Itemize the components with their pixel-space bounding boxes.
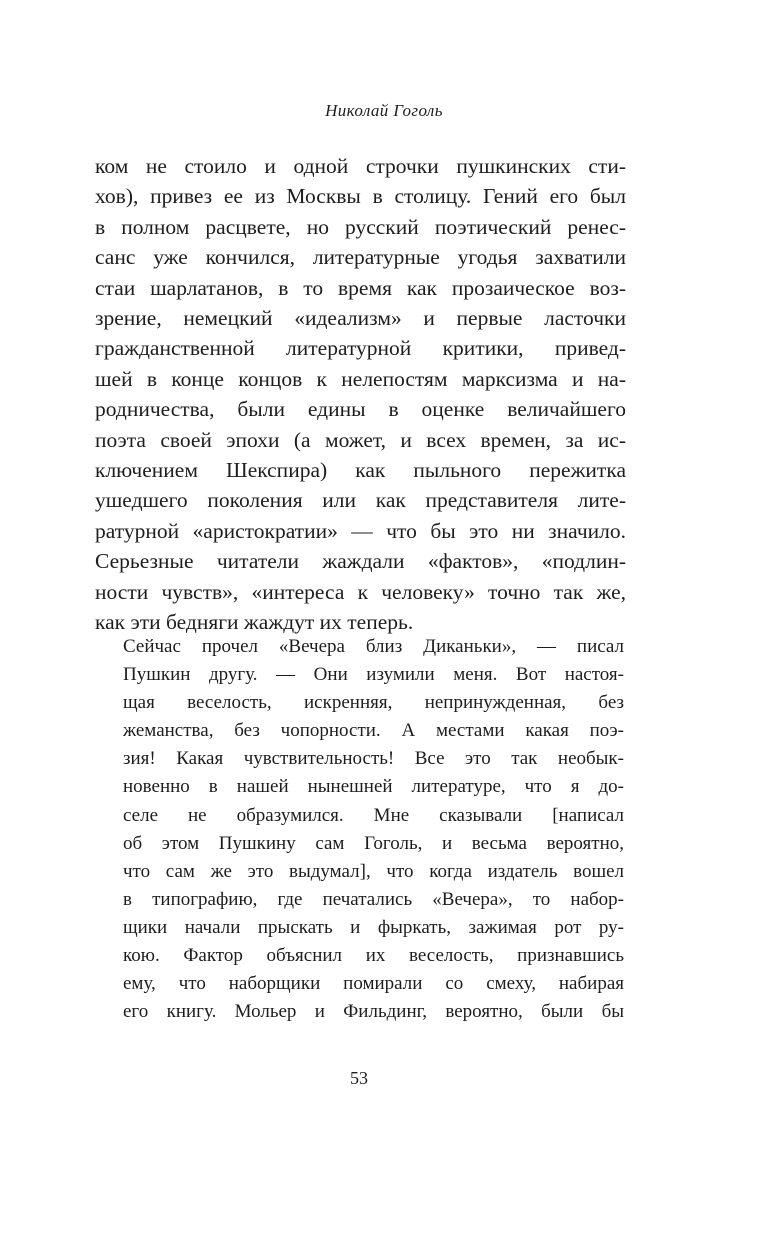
quote-block bbox=[123, 633, 624, 1026]
text-line: как эти бедняги жаждут их теперь. bbox=[95, 610, 414, 635]
text-line: ком не стоило и одной строчки пушкинских сти- bbox=[95, 154, 626, 178]
quote-line: новенно в нашей нынешней литературе, что я до- bbox=[123, 776, 624, 798]
quote-line: в типографию, где печатались «Вечера», то набор- bbox=[123, 888, 624, 910]
quote-line: Сейчас прочел «Вечера близ Диканьки», — писал bbox=[123, 636, 624, 657]
quote-line: Пушкин другу. — Они изумили меня. Вот настоя- bbox=[123, 664, 624, 686]
text-line: родничества, были едины в оценке величайшего bbox=[95, 397, 626, 422]
text-line: ратурной «аристократии» — что бы это ни значило. bbox=[95, 518, 626, 543]
text-line: зрение, немецкий «идеализм» и первые ласточки bbox=[95, 306, 626, 331]
text-line: Серьезные читатели жаждали «фактов», «подлин- bbox=[95, 549, 626, 574]
quote-line: ему, что наборщики помирали со смеху, набирая bbox=[123, 973, 624, 995]
quote-line: селе не образумился. Мне сказывали [написал bbox=[123, 804, 624, 826]
main-paragraph bbox=[95, 151, 626, 638]
quote-line: его книгу. Мольер и Фильдинг, вероятно, были бы bbox=[123, 1001, 624, 1023]
text-line: хов), привез ее из Москвы в столицу. Гений его был bbox=[95, 184, 626, 209]
quote-line: кою. Фактор объяснил их веселость, признавшись bbox=[123, 945, 624, 967]
text-line: поэта своей эпохи (а может, и всех времен, за ис- bbox=[95, 427, 626, 452]
text-line: стаи шарлатанов, в то время как прозаическое воз- bbox=[95, 275, 626, 300]
text-line: ключением Шекспира) как пыльного пережитка bbox=[95, 458, 626, 483]
text-line: ности чувств», «интереса к человеку» точно так же, bbox=[95, 579, 626, 604]
text-line: шей в конце концов к нелепостям марксизма и на- bbox=[95, 366, 626, 391]
running-head: Николай Гоголь bbox=[325, 101, 443, 120]
text-line: санс уже кончился, литературные угодья захватили bbox=[95, 245, 626, 270]
quote-line: об этом Пушкину сам Гоголь, и весьма вероятно, bbox=[123, 832, 624, 854]
text-line: гражданственной литературной критики, привед- bbox=[95, 336, 626, 361]
text-line: ушедшего поколения или как представителя лите- bbox=[95, 488, 626, 513]
quote-line: щики начали прыскать и фыркать, зажимая рот ру- bbox=[123, 916, 624, 938]
quote-line: жеманства, без чопорности. А местами какая поэ- bbox=[123, 720, 624, 742]
quote-line: зия! Какая чувствительность! Все это так необык- bbox=[123, 748, 624, 770]
page-number: 53 bbox=[350, 1068, 368, 1088]
text-line: в полном расцвете, но русский поэтический ренес- bbox=[95, 214, 626, 239]
quote-line: что сам же это выдумал], что когда издатель вошел bbox=[123, 860, 624, 882]
quote-line: щая веселость, искренняя, непринужденная, без bbox=[123, 692, 624, 714]
